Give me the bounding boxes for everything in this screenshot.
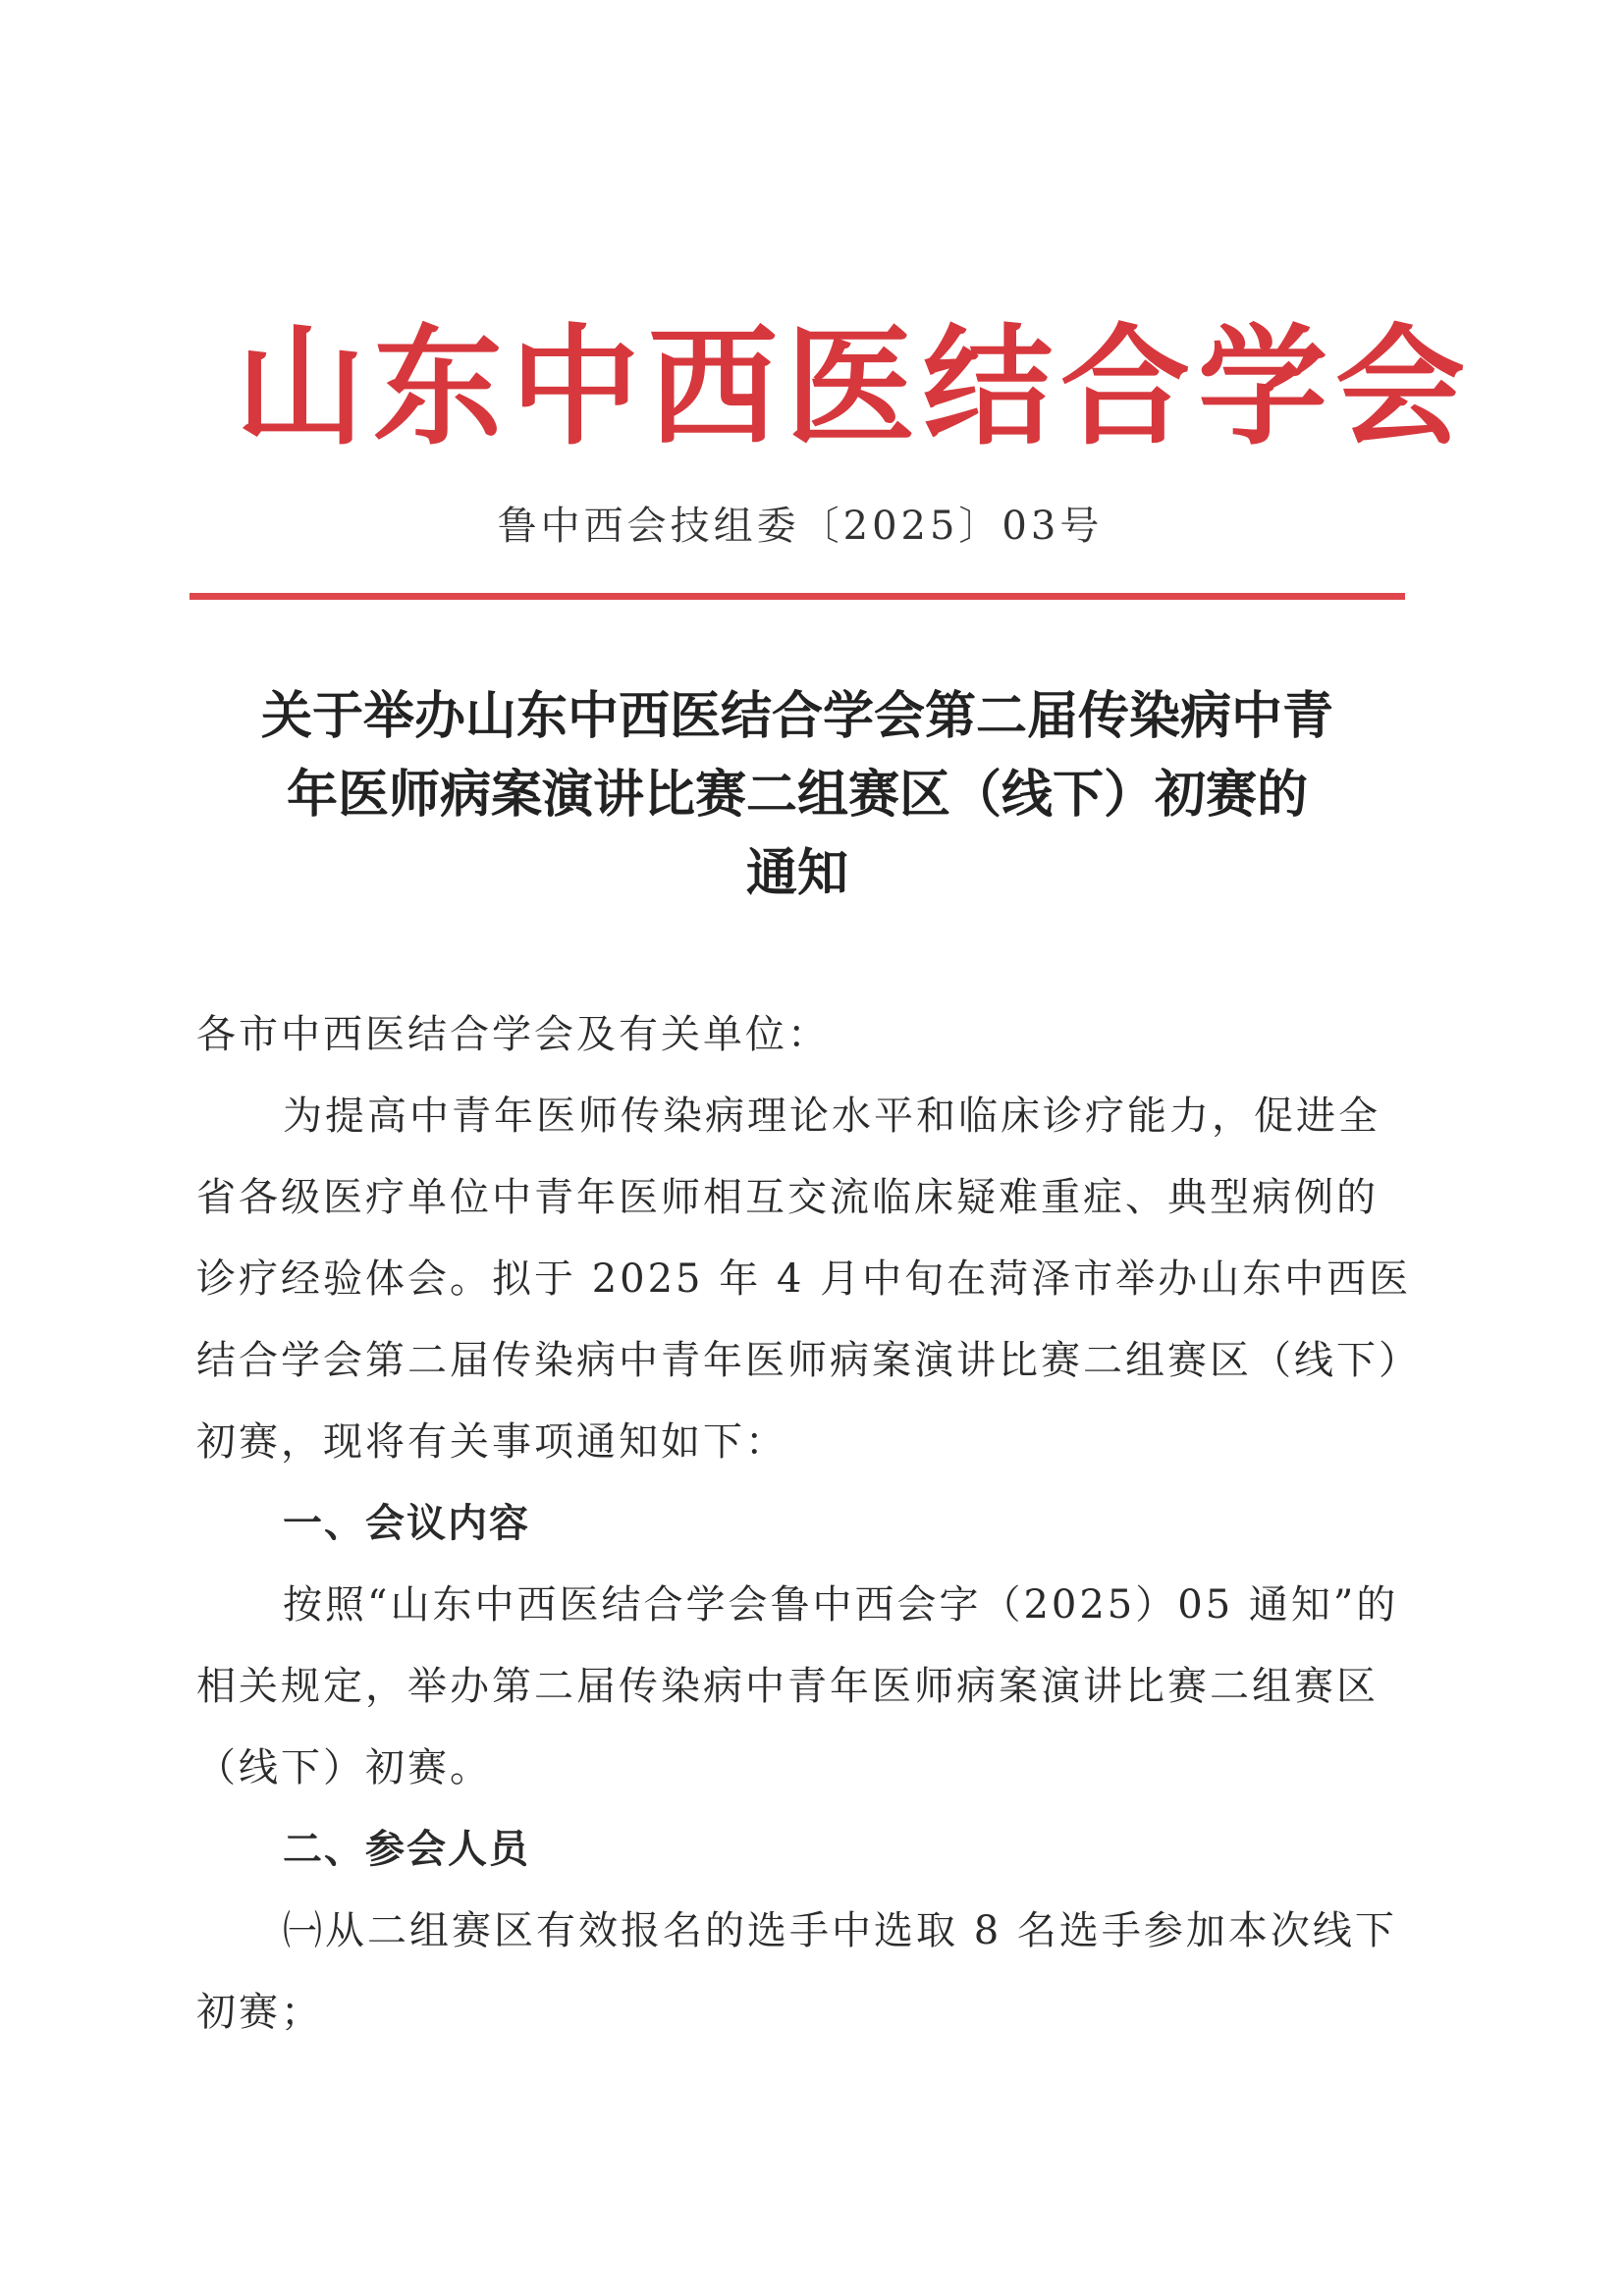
org-name-header: 山东中西医结合学会 bbox=[236, 311, 1473, 463]
intro-line: 诊疗经验体会。拟于 2025 年 4 月中旬在菏泽市举办山东中西医 bbox=[196, 1256, 1412, 1302]
title-line-1: 关于举办山东中西医结合学会第二届传染病中青 bbox=[260, 687, 1333, 746]
section-1-paragraph bbox=[196, 1565, 1414, 1809]
title-line-2: 年医师病案演讲比赛二组赛区（线下）初赛的 bbox=[286, 766, 1308, 825]
section-1-line: （线下）初赛。 bbox=[196, 1745, 492, 1790]
intro-line: 为提高中青年医师传染病理论水平和临床诊疗能力，促进全 bbox=[283, 1094, 1380, 1139]
section-1-line: 相关规定，举办第二届传染病中青年医师病案演讲比赛二组赛区 bbox=[196, 1664, 1379, 1709]
section-1-heading: 一、会议内容 bbox=[283, 1501, 530, 1546]
intro-line: 结合学会第二届传染病中青年医师病案演讲比赛二组赛区（线下） bbox=[196, 1338, 1421, 1383]
section-2-heading: 二、参会人员 bbox=[283, 1827, 530, 1872]
section-2-line: 初赛； bbox=[196, 1990, 323, 2035]
intro-line: 初赛，现将有关事项通知如下： bbox=[196, 1419, 787, 1465]
intro-paragraph bbox=[196, 1076, 1421, 1483]
intro-line: 省各级医疗单位中青年医师相互交流临床疑难重症、典型病例的 bbox=[196, 1175, 1379, 1220]
document-number: 鲁中西会技组委〔2025〕03号 bbox=[497, 504, 1104, 549]
title-line-3: 通知 bbox=[745, 844, 848, 903]
section-1-line: 按照“山东中西医结合学会鲁中西会字（2025）05 通知”的 bbox=[283, 1582, 1399, 1628]
document-body bbox=[196, 994, 1421, 2054]
section-2-line: ㈠从二组赛区有效报名的选手中选取 8 名选手参加本次线下 bbox=[283, 1908, 1397, 1953]
section-2-item-1 bbox=[196, 1891, 1414, 2054]
red-divider-line bbox=[189, 593, 1405, 600]
salutation: 各市中西医结合学会及有关单位： bbox=[196, 1012, 830, 1057]
document-title bbox=[187, 677, 1408, 913]
